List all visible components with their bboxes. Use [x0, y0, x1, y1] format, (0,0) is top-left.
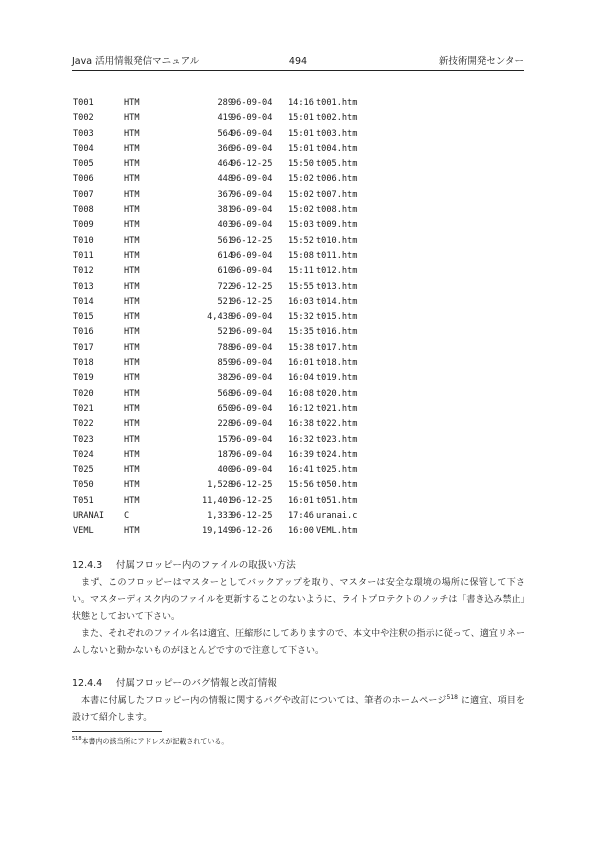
- footnote-rule: [72, 731, 162, 732]
- file-extension: HTM: [124, 189, 140, 200]
- listing-row: [73, 172, 393, 187]
- file-name: T050: [73, 480, 94, 491]
- listing-row: [73, 295, 393, 310]
- paragraph-text: に適宜、項目を設けて紹介します。: [72, 696, 525, 723]
- page-number: 494: [288, 56, 308, 67]
- file-date: 96-09-04: [231, 342, 273, 353]
- file-extension: HTM: [124, 174, 140, 185]
- file-size: 564: [217, 128, 233, 139]
- file-extension: HTM: [124, 526, 140, 537]
- long-file-name: t005.htm: [316, 159, 358, 170]
- file-extension: HTM: [124, 281, 140, 292]
- file-name: T014: [73, 296, 94, 307]
- file-date: 96-09-04: [231, 113, 273, 124]
- long-file-name: t016.htm: [316, 327, 358, 338]
- long-file-name: t025.htm: [316, 465, 358, 476]
- file-time: 16:12: [288, 403, 314, 414]
- section-body-12-4-4: [72, 693, 525, 727]
- file-size: 650: [217, 403, 233, 414]
- file-name: T017: [73, 342, 94, 353]
- file-time: 15:32: [288, 312, 314, 323]
- file-date: 96-09-04: [231, 266, 273, 277]
- file-extension: HTM: [124, 98, 140, 108]
- file-size: 381: [217, 205, 233, 216]
- listing-row: [73, 157, 393, 172]
- file-date: 96-09-04: [231, 449, 273, 460]
- listing-row: [73, 417, 393, 432]
- file-date: 96-09-04: [231, 143, 273, 154]
- file-name: T010: [73, 235, 94, 246]
- file-date: 96-09-04: [231, 465, 273, 476]
- file-time: 16:41: [288, 465, 314, 476]
- file-date: 96-12-25: [231, 480, 273, 491]
- file-time: 16:04: [288, 373, 314, 384]
- long-file-name: t015.htm: [316, 312, 358, 323]
- file-size: 521: [217, 296, 233, 307]
- long-file-name: t019.htm: [316, 373, 358, 384]
- long-file-name: t024.htm: [316, 449, 358, 460]
- long-file-name: t003.htm: [316, 128, 358, 139]
- paragraph: また、それぞれのファイル名は適宜、圧縮形にしてありますので、本文中や注釈の指示に従って、適宜リネームしないと動かないものがほとんどですので注意して下さい。: [72, 629, 525, 656]
- file-name: T018: [73, 358, 94, 369]
- long-file-name: t018.htm: [316, 358, 358, 369]
- file-date: 96-12-25: [231, 235, 273, 246]
- file-size: 1,333: [207, 511, 233, 522]
- long-file-name: t021.htm: [316, 403, 358, 414]
- file-name: VEML: [73, 526, 94, 537]
- page-header: [72, 55, 524, 71]
- file-time: 16:39: [288, 449, 314, 460]
- long-file-name: t013.htm: [316, 281, 358, 292]
- long-file-name: t014.htm: [316, 296, 358, 307]
- file-extension: HTM: [124, 159, 140, 170]
- footnote-text: 本書内の該当所にアドレスが記載されている。: [81, 737, 229, 746]
- file-name: T008: [73, 205, 94, 216]
- file-time: 16:03: [288, 296, 314, 307]
- file-extension: C: [124, 511, 130, 522]
- file-date: 96-09-04: [231, 419, 273, 430]
- file-time: 15:38: [288, 342, 314, 353]
- file-name: T016: [73, 327, 94, 338]
- file-size: 1,528: [207, 480, 233, 491]
- file-size: 228: [217, 419, 233, 430]
- file-time: 16:00: [288, 526, 314, 537]
- file-extension: HTM: [124, 358, 140, 369]
- file-date: 96-09-04: [231, 220, 273, 231]
- listing-row: [73, 341, 393, 356]
- file-extension: HTM: [124, 327, 140, 338]
- file-extension: HTM: [124, 495, 140, 506]
- file-size: 11,401: [201, 495, 233, 506]
- file-time: 15:50: [288, 159, 314, 170]
- long-file-name: t004.htm: [316, 143, 358, 154]
- file-size: 403: [217, 220, 233, 231]
- file-name: T021: [73, 403, 94, 414]
- file-extension: HTM: [124, 235, 140, 246]
- long-file-name: VEML.htm: [316, 526, 358, 537]
- listing-row: [73, 127, 393, 142]
- listing-row: [73, 96, 393, 111]
- file-size: 788: [217, 342, 233, 353]
- long-file-name: t050.htm: [316, 480, 358, 491]
- file-extension: HTM: [124, 312, 140, 323]
- long-file-name: t011.htm: [316, 250, 358, 261]
- listing-row: [73, 280, 393, 295]
- file-time: 15:01: [288, 143, 314, 154]
- footnote-reference: 518: [446, 694, 458, 701]
- file-name: T025: [73, 465, 94, 476]
- file-size: 4,438: [207, 312, 233, 323]
- file-time: 15:03: [288, 220, 314, 231]
- file-date: 96-12-26: [231, 526, 273, 537]
- file-date: 96-09-04: [231, 358, 273, 369]
- file-name: T015: [73, 312, 94, 323]
- listing-row: [73, 509, 393, 524]
- file-time: 16:32: [288, 434, 314, 445]
- file-size: 419: [217, 113, 233, 124]
- file-extension: HTM: [124, 113, 140, 124]
- file-extension: HTM: [124, 373, 140, 384]
- paragraph: まず、このフロッピーはマスターとしてバックアップを取り、マスターは安全な環境の場所に保管して下さい。マスターディスク内のファイルを更新することのないように、ライトプロテクトのノッチは「書き込み禁止」状態としておいて下さい。: [72, 578, 525, 622]
- file-time: 15:11: [288, 266, 314, 277]
- file-name: T023: [73, 434, 94, 445]
- listing-row: [73, 494, 393, 509]
- listing-row: [73, 448, 393, 463]
- listing-row: [73, 463, 393, 478]
- file-date: 96-12-25: [231, 159, 273, 170]
- section-number: 12.4.3: [72, 560, 103, 571]
- listing-row: [73, 387, 393, 402]
- listing-row: [73, 234, 393, 249]
- listing-row: [73, 203, 393, 218]
- header-book-title: Java 活用情報発信マニュアル: [72, 56, 200, 67]
- listing-row: [73, 310, 393, 325]
- file-name: T001: [73, 98, 94, 108]
- file-time: 15:35: [288, 327, 314, 338]
- listing-row: [73, 524, 393, 539]
- file-name: URANAI: [73, 511, 105, 522]
- file-extension: HTM: [124, 465, 140, 476]
- listing-row: [73, 325, 393, 340]
- file-extension: HTM: [124, 419, 140, 430]
- file-size: 610: [217, 266, 233, 277]
- file-extension: HTM: [124, 296, 140, 307]
- file-extension: HTM: [124, 128, 140, 139]
- long-file-name: t001.htm: [316, 98, 358, 108]
- file-time: 15:52: [288, 235, 314, 246]
- long-file-name: t002.htm: [316, 113, 358, 124]
- section-heading-12-4-4: [72, 675, 277, 689]
- file-date: 96-12-25: [231, 281, 273, 292]
- file-name: T005: [73, 159, 94, 170]
- file-name: T004: [73, 143, 94, 154]
- file-size: 367: [217, 189, 233, 200]
- listing-row: [73, 371, 393, 386]
- long-file-name: t020.htm: [316, 388, 358, 399]
- file-name: T051: [73, 495, 94, 506]
- file-name: T003: [73, 128, 94, 139]
- section-heading-12-4-3: [72, 557, 296, 571]
- file-time: 15:56: [288, 480, 314, 491]
- file-size: 400: [217, 465, 233, 476]
- file-date: 96-12-25: [231, 495, 273, 506]
- file-time: 17:46: [288, 511, 314, 522]
- long-file-name: t007.htm: [316, 189, 358, 200]
- listing-row: [73, 111, 393, 126]
- footnote: [72, 734, 228, 746]
- file-extension: HTM: [124, 220, 140, 231]
- file-date: 96-09-04: [231, 403, 273, 414]
- listing-row: [73, 264, 393, 279]
- file-name: T002: [73, 113, 94, 124]
- file-date: 96-09-04: [231, 327, 273, 338]
- file-date: 96-09-04: [231, 128, 273, 139]
- listing-row: [73, 142, 393, 157]
- long-file-name: t009.htm: [316, 220, 358, 231]
- section-title: 付属フロッピーのバグ情報と改訂情報: [116, 678, 277, 689]
- file-date: 96-09-04: [231, 434, 273, 445]
- long-file-name: t017.htm: [316, 342, 358, 353]
- file-time: 14:16: [288, 98, 314, 108]
- file-date: 96-09-04: [231, 250, 273, 261]
- file-time: 16:38: [288, 419, 314, 430]
- long-file-name: t010.htm: [316, 235, 358, 246]
- section-title: 付属フロッピー内のファイルの取扱い方法: [116, 560, 296, 571]
- file-time: 16:01: [288, 358, 314, 369]
- file-time: 15:02: [288, 189, 314, 200]
- file-extension: HTM: [124, 342, 140, 353]
- file-size: 187: [217, 449, 233, 460]
- footnote-mark: 518: [72, 736, 82, 742]
- file-extension: HTM: [124, 143, 140, 154]
- file-size: 366: [217, 143, 233, 154]
- file-extension: HTM: [124, 449, 140, 460]
- header-rule: [72, 70, 524, 71]
- file-time: 16:01: [288, 495, 314, 506]
- header-publisher: 新技術開発センター: [438, 56, 524, 67]
- file-size: 722: [217, 281, 233, 292]
- file-date: 96-09-04: [231, 373, 273, 384]
- listing-row: [73, 478, 393, 493]
- file-name: T013: [73, 281, 94, 292]
- file-size: 568: [217, 388, 233, 399]
- file-size: 561: [217, 235, 233, 246]
- long-file-name: t012.htm: [316, 266, 358, 277]
- file-date: 96-09-04: [231, 312, 273, 323]
- file-name: T007: [73, 189, 94, 200]
- file-size: 382: [217, 373, 233, 384]
- listing-row: [73, 218, 393, 233]
- file-extension: HTM: [124, 205, 140, 216]
- file-size: 521: [217, 327, 233, 338]
- long-file-name: t006.htm: [316, 174, 358, 185]
- section-number: 12.4.4: [72, 678, 103, 689]
- file-time: 16:08: [288, 388, 314, 399]
- file-name: T020: [73, 388, 94, 399]
- paragraph-text: 本書に付属したフロッピー内の情報に関するバグや改訂については、筆者のホームページ: [81, 696, 447, 706]
- file-extension: HTM: [124, 266, 140, 277]
- file-name: T022: [73, 419, 94, 430]
- file-name: T024: [73, 449, 94, 460]
- file-size: 157: [217, 434, 233, 445]
- listing-row: [73, 433, 393, 448]
- long-file-name: uranai.c: [316, 511, 358, 522]
- long-file-name: t051.htm: [316, 495, 358, 506]
- file-name: T009: [73, 220, 94, 231]
- file-extension: HTM: [124, 434, 140, 445]
- paragraph: [72, 693, 525, 727]
- file-date: 96-09-04: [231, 174, 273, 185]
- file-size: 859: [217, 358, 233, 369]
- file-time: 15:01: [288, 113, 314, 124]
- file-size: 614: [217, 250, 233, 261]
- file-time: 15:08: [288, 250, 314, 261]
- file-date: 96-09-04: [231, 98, 273, 108]
- long-file-name: t008.htm: [316, 205, 358, 216]
- listing-row: [73, 402, 393, 417]
- file-date: 96-12-25: [231, 296, 273, 307]
- file-size: 464: [217, 159, 233, 170]
- file-size: 289: [217, 98, 233, 108]
- file-date: 96-09-04: [231, 189, 273, 200]
- listing-row: [73, 356, 393, 371]
- long-file-name: t023.htm: [316, 434, 358, 445]
- file-size: 448: [217, 174, 233, 185]
- file-name: T011: [73, 250, 94, 261]
- file-extension: HTM: [124, 250, 140, 261]
- file-time: 15:01: [288, 128, 314, 139]
- file-listing: [73, 96, 393, 540]
- file-name: T019: [73, 373, 94, 384]
- file-extension: HTM: [124, 480, 140, 491]
- file-extension: HTM: [124, 388, 140, 399]
- section-body-12-4-3: [72, 575, 525, 660]
- file-extension: HTM: [124, 403, 140, 414]
- file-date: 96-12-25: [231, 511, 273, 522]
- file-size: 19,149: [201, 526, 233, 537]
- listing-row: [73, 188, 393, 203]
- file-date: 96-09-04: [231, 388, 273, 399]
- file-time: 15:02: [288, 174, 314, 185]
- file-date: 96-09-04: [231, 205, 273, 216]
- long-file-name: t022.htm: [316, 419, 358, 430]
- file-time: 15:02: [288, 205, 314, 216]
- listing-row: [73, 249, 393, 264]
- file-name: T006: [73, 174, 94, 185]
- file-name: T012: [73, 266, 94, 277]
- file-time: 15:55: [288, 281, 314, 292]
